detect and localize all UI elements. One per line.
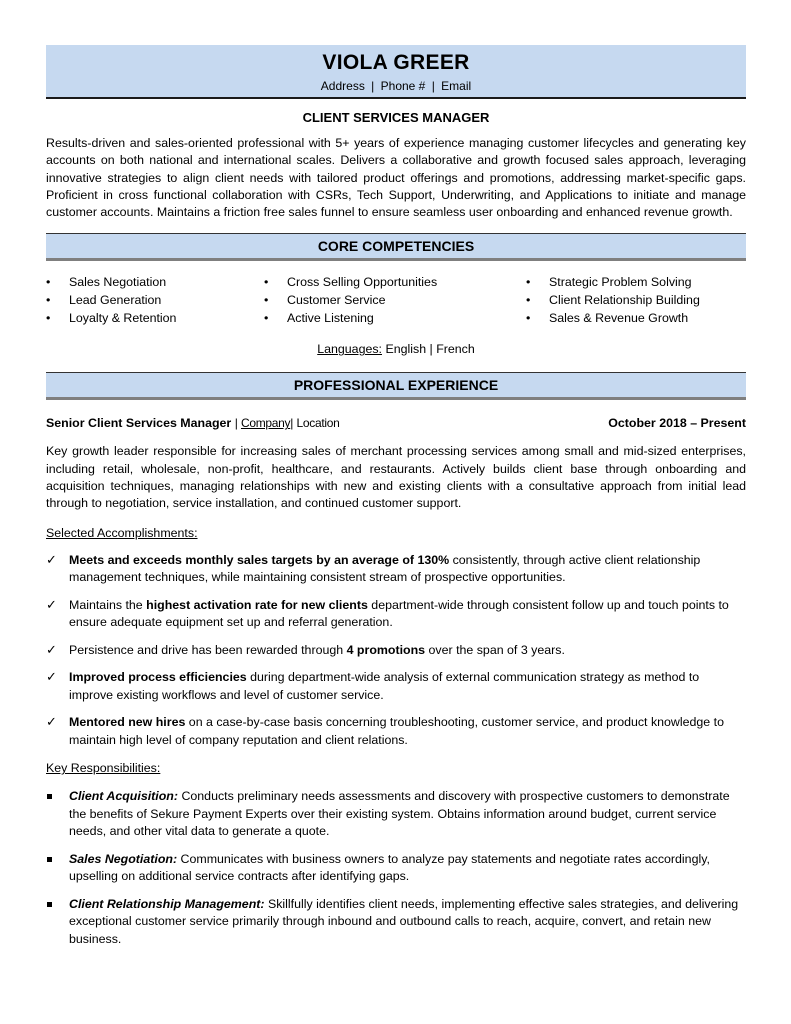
competency-item: • Cross Selling Opportunities [264,275,438,290]
job-separator: | [234,416,238,431]
competencies-column [46,273,264,327]
competency-item: • Client Relationship Building [526,293,700,308]
contact-line [46,77,746,97]
job-info [46,414,340,432]
contact-separator: | [431,79,435,93]
competencies-column [526,273,746,327]
languages-line [46,340,746,358]
job-separator: | [290,416,294,431]
checkmark-icon: ✓ [46,714,57,730]
contact-address: Address [320,79,365,93]
checkmark-icon: ✓ [46,551,57,567]
contact-phone: Phone # [380,79,426,93]
square-bullet-icon [47,902,52,907]
responsibility-item: Sales Negotiation: Communicates with business owners to analyze pay statements and negotiate rates accordingly, upselling on additional service contracts after identifying gaps. [46,851,746,886]
section-heading-experience: PROFESSIONAL EXPERIENCE [46,372,746,400]
square-bullet-icon [47,857,52,862]
bullet-icon: • [264,293,269,308]
job-header [46,414,746,432]
square-bullet-icon [47,794,52,799]
contact-email: Email [441,79,472,93]
checkmark-icon: ✓ [46,641,57,657]
header-band [46,45,746,99]
competency-item: • Loyalty & Retention [46,311,177,326]
accomplishment-item: ✓ Meets and exceeds monthly sales targets by an average of 130% consistently, through active client relationship management techniques, while maintaining consistent stream of prospective opportunities. [46,551,701,585]
responsibilities-list [46,788,746,948]
job-description: Key growth leader responsible for increasing sales of merchant processing services among small and mid-sized enterprises, including retail, wholesale, non-profit, healthcare, and restaurants. Actively builds client base through onboarding and acquisition techniques, managing relationships with new and existing clients with a consultative approach from initial lead through to negotiation, service installation, and continued customer support. [46,444,746,511]
competency-item: • Lead Generation [46,293,162,308]
competency-item: • Sales & Revenue Growth [526,311,689,326]
competency-item: • Strategic Problem Solving [526,275,692,290]
bullet-icon: • [526,275,531,290]
checkmark-icon: ✓ [46,669,57,685]
responsibilities-heading: Key Responsibilities: [46,761,161,776]
checkmark-icon: ✓ [46,596,57,612]
accomplishments-heading: Selected Accomplishments: [46,525,198,540]
accomplishment-item: ✓ Mentored new hires on a case-by-case basis concerning troubleshooting, customer service, and product knowledge to maintain high level of company reputation and client relations. [46,714,724,747]
competency-item: • Sales Negotiation [46,275,167,290]
bullet-icon: • [46,275,51,290]
bullet-icon: • [46,293,51,308]
competencies-column [264,273,526,327]
accomplishment-item: ✓ Maintains the highest activation rate for new clients department-wide through consistent follow up and touch points to ensure adequate equipment set up and referral generation. [46,596,729,630]
competency-item: • Customer Service [264,293,386,308]
resume-page [46,45,746,958]
contact-separator: | [371,79,375,93]
bullet-icon: • [526,293,531,308]
job-company: Company [240,416,291,431]
competencies-grid [46,273,746,327]
candidate-name: VIOLA GREER [322,51,470,74]
accomplishment-item: ✓ Persistence and drive has been rewarded through 4 promotions over the span of 3 years. [46,641,565,657]
bullet-icon: • [46,311,51,326]
bullet-icon: • [264,275,269,290]
job-title: Senior Client Services Manager [46,416,232,431]
responsibility-item: Client Relationship Management: Skillfully identifies client needs, implementing effective sales strategies, and delivering exceptional customer service primarily through inbound and outbound calls to reach, acquire, convert, and retain new business. [46,896,746,949]
languages-value: English | French [385,342,475,357]
competency-item: • Active Listening [264,311,374,326]
professional-title: CLIENT SERVICES MANAGER [302,110,490,125]
bullet-icon: • [264,311,269,326]
accomplishment-item: ✓ Improved process efficiencies during department-wide analysis of external communication strategy as method to improve existing workflows and level of customer service. [46,669,700,702]
section-heading-competencies: CORE COMPETENCIES [46,233,746,261]
job-dates: October 2018 – Present [608,416,746,431]
summary-paragraph: Results-driven and sales-oriented professional with 5+ years of experience managing customer lifecycles and generating key accounts on both national and international scales. Delivers a collaborative and growth focused sales approach, leveraging innovative strategies to align client needs with tailored product offerings and promotions, addressing market-specific gaps. Proficient in cross functional collaboration with CSRs, Tech Support, Underwriting, and Applications to initiate and manage customer accounts. Maintains a friction free sales funnel to ensure seamless user onboarding and enhanced revenue growth. [46,136,746,220]
responsibility-item: Client Acquisition: Conducts preliminary needs assessments and discovery with prospective customers to demonstrate the benefits of Sekure Payment Experts over their existing system. Obtains information around budget, current service needs, and other vital data to generate a quote. [46,788,746,841]
job-location: Location [296,416,340,431]
languages-label: Languages: [317,342,382,357]
accomplishments-list [46,552,746,750]
bullet-icon: • [526,311,531,326]
